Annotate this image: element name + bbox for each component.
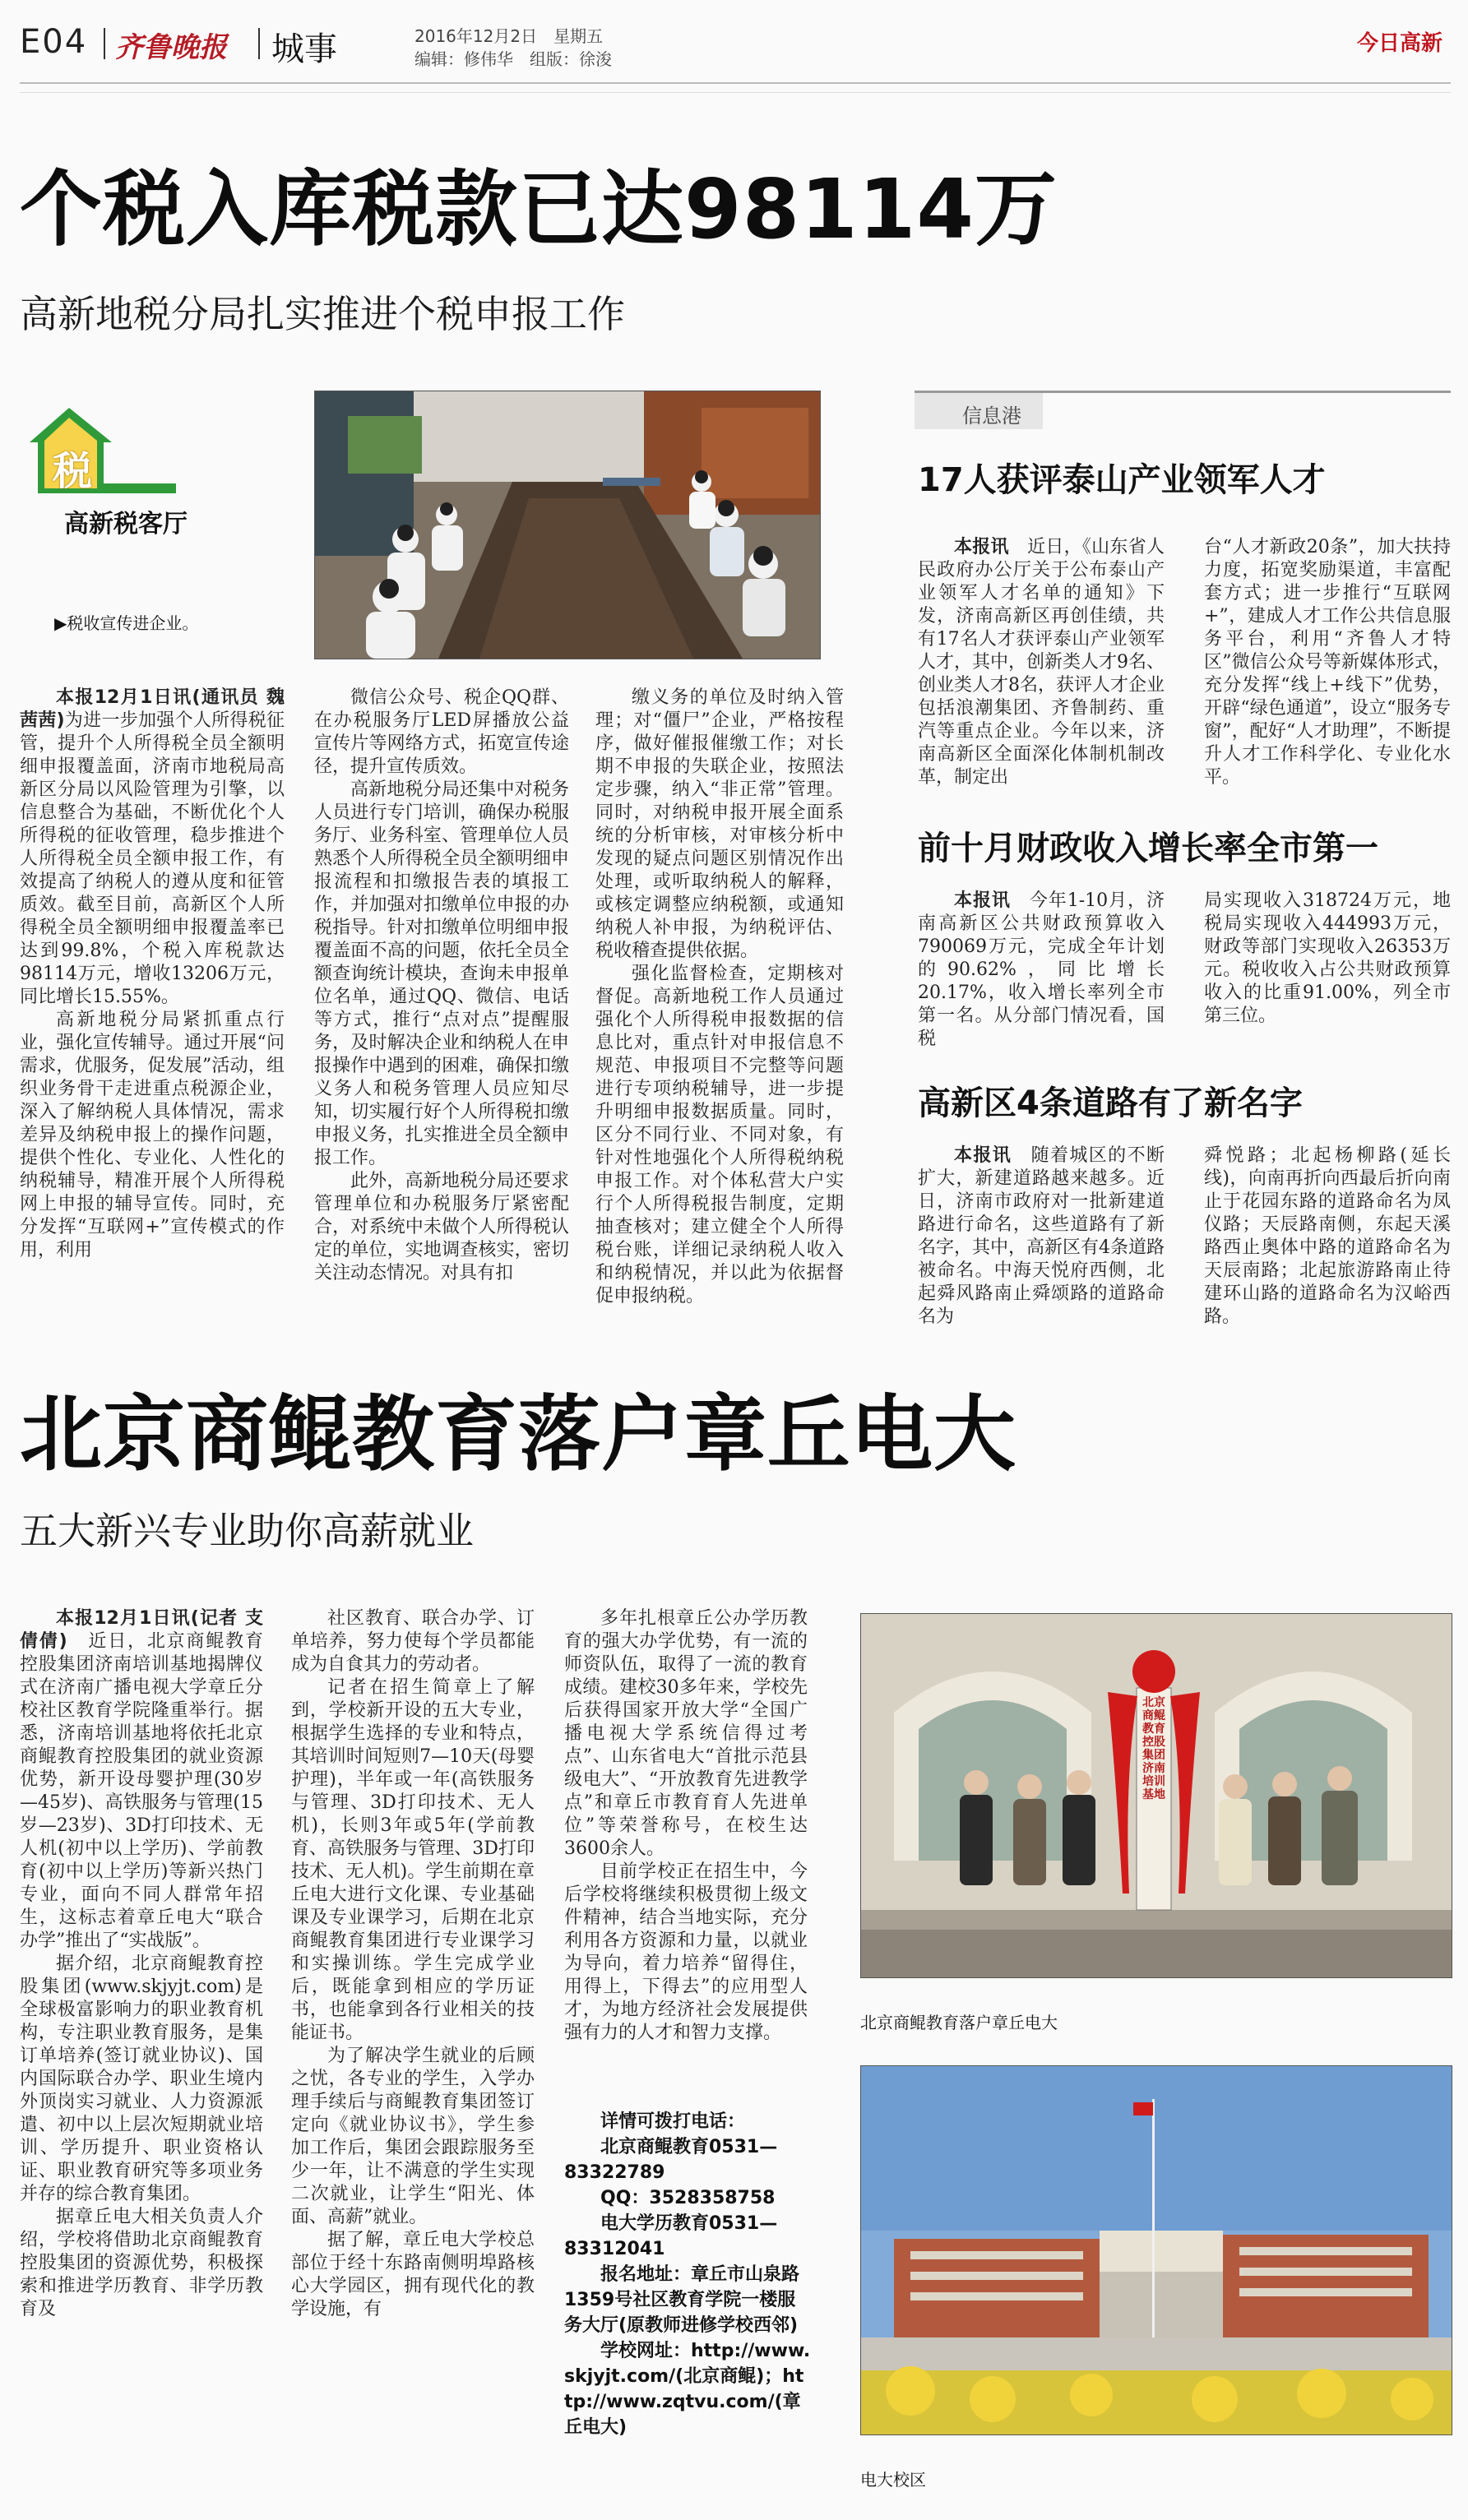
lead-headline: 个税入库税款已达98114万: [20, 161, 1058, 257]
date-line: 2016年12月2日 星期五: [414, 26, 604, 46]
contact-address: 报名地址：章丘市山泉路1359号社区教育学院一楼服务大厅(原教师进修学校西邻): [564, 2264, 800, 2336]
info-port-tab: [915, 393, 1043, 429]
campus-photo-caption: 电大校区: [860, 2470, 926, 2490]
info-item-2-left-text: 今年1-10月，济南高新区公共财政预算收入790069万元，完成全年计划的90.62%，同比增长20.17%，收入增长率列全市第一名。从分部门情况看，国税: [918, 890, 1165, 1049]
info-item-2-left: [918, 890, 1165, 1054]
info-item-2-right: [1204, 890, 1451, 1054]
lead-col3-p1: 缴义务的单位及时纳入管理；对“僵尸”企业，严格按程序，做好催报催缴工作；对长期不申报的失联企业，按照法定步骤，纳入“非正常”管理。同时，对纳税申报开展全面系统的分析审核，对审核分析中发现的疑点问题区别情况作出处理，或听取纳税人的解释，或核定调整应纳税额，或通知纳税人补申报，为纳税评估、税收稽查提供依据。: [595, 687, 844, 961]
second-col2-p1: 社区教育、联合办学、订单培养，努力使每个学员都能成为自食其力的劳动者。: [291, 1608, 535, 1675]
tax-column-logo: [21, 403, 178, 502]
second-col-2: [291, 1607, 535, 2512]
info-item-1-byline: 本报讯: [954, 537, 1009, 557]
info-item-1-right-text: 台“人才新政20条”，加大扶持力度，拓宽奖励渠道，丰富配套方式；进一步推行“互联网+”，建成人才工作公共信息服务平台，利用“齐鲁人才特区”微信公众号等新媒体形式，充分发挥“线上+线下”优势，开辟“绿色通道”，设立“服务专窗”，配好“人才助理”，不断提升人才工作科学化、专业化水平。: [1204, 537, 1451, 788]
info-item-1-right: [1204, 536, 1451, 791]
second-col2-p3: 为了解决学生就业的后顾之忧，各专业的学生，入学办理手续后与商鲲教育集团签订定向《就业协议书》，学生参加工作后，集团会跟踪服务至少一年，让不满意的学生实现二次就业，让学生“阳光、体面、高薪”就业。: [291, 2046, 535, 2227]
paper-name: 齐鲁晚报: [115, 31, 227, 64]
contact-title: 详情可拨打电话：: [600, 2111, 746, 2132]
lead-col2-p2: 高新地税分局还集中对税务人员进行专门培训，确保办税服务厅、业务科室、管理单位人员熟悉个人所得税全员全额明细申报流程和扣缴报告表的填报工作，并加强对扣缴单位申报的办税指导。针对扣缴单位明细申报覆盖面不高的问题，依托全员全额查询统计模块，查询未申报单位名单，通过QQ、微信、电话等方式，推行“点对点”提醒服务，及时解决企业和纳税人在申报操作中遇到的困难，确保扣缴义务人和税务管理人员应知尽知，切实履行好个人所得税扣缴申报义务，扎实推进全员全额申报工作。: [314, 779, 569, 1168]
contact-phone-2: 电大学历教育0531—83312041: [564, 2213, 778, 2259]
contact-qq: QQ：3528358758: [600, 2188, 776, 2208]
info-item-3-right: [1204, 1144, 1451, 1358]
second-col2-p4: 据了解，章丘电大学校总部位于经十东路南侧明埠路核心大学园区，拥有现代化的教学设施，有: [291, 2230, 535, 2319]
contact-website: 学校网址：http://www.skjyjt.com/(北京商鲲)；http://www.zqtvu.com/(章丘电大): [564, 2341, 811, 2438]
corner-tag: 今日高新: [1356, 31, 1443, 56]
lead-col2-p1: 微信公众号、税企QQ群、在办税服务厅LED屏播放公益宣传片等网络方式，拓宽宣传途径，提升宣传质效。: [314, 687, 569, 777]
second-col-1: [20, 1607, 263, 2512]
info-item-3-left: [918, 1144, 1165, 1358]
header-rule-2: [20, 92, 1451, 93]
editor-line: 编辑：修伟华 组版：徐浚: [414, 49, 612, 69]
meeting-photo: [314, 391, 821, 659]
ceremony-photo: [860, 1613, 1452, 1978]
lead-col1-p2: 高新地税分局紧抓重点行业，强化宣传辅导。通过开展“问需求，优服务，促发展”活动，组织业务骨干走进重点税源企业，深入了解纳税人具体情况，需求差异及纳税申报上的操作问题，提供个性化、专业化、人性化的纳税辅导，精准开展个人所得税网上申报的辅导宣传。同时，充分发挥“互联网+”宣传模式的作用，利用: [20, 1010, 285, 1260]
info-item-3-byline: 本报讯: [954, 1145, 1012, 1166]
second-headline: 北京商鲲教育落户章丘电大: [20, 1386, 1016, 1482]
info-item-1-left: [918, 536, 1165, 791]
lead-col2-p3: 此外，高新地税分局还要求管理单位和办税服务厅紧密配合，对系统中未做个人所得税认定的单位，实地调查核实，密切关注动态情况。对具有扣: [314, 1171, 569, 1283]
second-col3-p1: 多年扎根章丘公办学历教育的强大办学优势，有一流的师资队伍，取得了一流的教育成绩。建校30多年来，学校先后获得国家开放大学“全国广播电视大学系统信得过考点”、山东省电大“首批示范县级电大”、“开放教育先进教学点”和章丘市教育育人先进单位”等荣誉称号，在校生达3600余人。: [564, 1608, 808, 1859]
lead-byline: 本报12月1日讯(通讯员 魏茜茜): [20, 687, 285, 731]
ceremony-photo-caption: 北京商鲲教育落户章丘电大: [860, 2013, 1058, 2032]
divider-1: [104, 28, 105, 59]
lead-subhead: 高新地税分局扎实推进个税申报工作: [20, 292, 625, 336]
info-item-3-right-text: 舜悦路；北起杨柳路(延长线)，向南再折向西最后折向南止于花园东路的道路命名为凤仪路；天辰路南侧，东起天溪路西止奥体中路的道路命名为天辰南路；北起旅游路南止待建环山路的道路命名为汉峪西路。: [1204, 1145, 1451, 1327]
info-item-3-left-text: 随着城区的不断扩大，新建道路越来越多。近日，济南市政府对一批新建道路进行命名，这些道路有了新名字，其中，高新区有4条道路被命名。中海天悦府西侧，北起舜风路南止舜颂路的道路命名为: [918, 1145, 1165, 1327]
info-item-1-title: 17人获评泰山产业领军人才: [918, 461, 1326, 499]
section-name: 城事: [271, 30, 337, 68]
second-byline: 本报12月1日讯(记者 支倩倩): [20, 1608, 263, 1652]
lead-col-2: [314, 687, 569, 1373]
page-header: [20, 18, 1451, 67]
info-item-2-title: 前十月财政收入增长率全市第一: [918, 830, 1378, 867]
info-item-3-title: 高新区4条道路有了新名字: [918, 1084, 1303, 1122]
info-port-label: 信息港: [962, 405, 1021, 428]
second-col2-p2: 记者在招生简章上了解到，学校新开设的五大专业，根据学生选择的专业和特点，其培训时间短则7—10天(母婴护理)，半年或一年(高铁服务与管理、3D打印技术、无人机)，长则3年或5年(学前教育、高铁服务与管理、3D打印技术、无人机)。学生前期在章丘电大进行文化课、专业基础课及专业课学习，后期在北京商鲲教育集团进行专业课学习和实操训练。学生完成学业后，既能拿到相应的学历证书，也能拿到各行业相关的技能证书。: [291, 1677, 535, 2043]
info-item-2-byline: 本报讯: [954, 890, 1011, 911]
second-col-3: [564, 1607, 808, 2092]
column-name: 高新税客厅: [64, 510, 188, 539]
contact-phone-1: 北京商鲲教育0531—83322789: [564, 2137, 778, 2183]
lead-col1-p1: 为进一步加强个人所得税征管，提升个人所得税全员全额明细申报覆盖面，济南市地税局高新区分局以风险管理为引擎，以信息整合为基础，不断优化个人所得税的征收管理，稳步推进个人所得税全员全额申报工作，有效提高了纳税人的遵从度和征管质效。截至目前，高新区个人所得税全员全额明细申报覆盖率已达到99.8%，个税入库税款达98114万元，增收13206万元，同比增长15.55%。: [20, 710, 285, 1007]
contact-block: [564, 2109, 811, 2495]
header-rule: [20, 82, 1451, 84]
second-col1-p3: 据章丘电大相关负责人介绍，学校将借助北京商鲲教育控股集团的资源优势，积极探索和推进学历教育、非学历教育及: [20, 2207, 263, 2319]
lead-col3-p2: 强化监督检查，定期核对督促。高新地税工作人员通过强化个人所得税申报数据的信息比对，重点针对申报信息不规范、申报项目不完整等问题进行专项纳税辅导，进一步提升明细申报数据质量。同时，区分不同行业、不同对象，有针对性地强化个人所得税纳税申报工作。对个体私营大户实行个人所得税报告制度，定期抽查核对；建立健全个人所得税台账，详细记录纳税人收入和纳税情况，并以此为依据督促申报纳税。: [595, 964, 844, 1306]
second-col1-p1: 近日，北京商鲲教育控股集团济南培训基地揭牌仪式在济南广播电视大学章丘分校社区教育学院隆重举行。据悉，济南培训基地将依托北京商鲲教育控股集团的就业资源优势，新开设母婴护理(30岁—45岁)、高铁服务与管理(15岁—23岁)、3D打印技术、无人机(初中以上学历)、学前教育(初中以上学历)等新兴热门专业，面向不同人群常年招生，这标志着章丘电大“联合办学”推出了“实战版”。: [20, 1631, 263, 1951]
second-subhead: 五大新兴专业助你高薪就业: [20, 1509, 474, 1553]
house-icon: [21, 403, 178, 502]
divider-2: [258, 28, 260, 59]
lead-col-1: [20, 687, 285, 1373]
info-item-2-right-text: 局实现收入318724万元，地税局实现收入444993万元，财政等部门实现收入26353万元。税收收入占公共财政预算收入的比重91.00%，列全市第三位。: [1204, 890, 1451, 1026]
second-col3-p2: 目前学校正在招生中，今后学校将继续积极贯彻上级文件精神，结合当地实际，充分利用各方资源和力量，以就业为导向，着力培养“留得住，用得上，下得去”的应用型人才，为地方经济社会发展提供强有力的人才和智力支撑。: [564, 1861, 808, 2043]
campus-photo: [860, 2065, 1452, 2435]
second-col1-p2: 据介绍，北京商鲲教育控股集团(www.skjyjt.com)是全球极富影响力的职业教育机构，专注职业教育服务，是集订单培养(签订就业协议)、国内国际联合办学、职业生境内外顶岗实习就业、人力资源派遣、初中以上层次短期就业培训、学历提升、职业资格认证、职业教育研究等多项业务并存的综合教育集团。: [20, 1954, 263, 2204]
page-code: E04: [20, 23, 88, 61]
plaque-text: 北京商鲲教育控股集团济南培训基地: [1142, 1696, 1165, 1801]
logo-char: 税: [53, 448, 93, 494]
meeting-photo-caption: ▶税收宣传进企业。: [54, 613, 199, 633]
lead-col-3: [595, 687, 844, 1373]
info-item-1-left-text: 近日，《山东省人民政府办公厅关于公布泰山产业领军人才名单的通知》下发，济南高新区再创佳绩，共有17名人才获评泰山产业领军人才，其中，创新类人才9名、创业类人才8名，获评人才企业包括浪潮集团、齐鲁制药、重汽等重点企业。今年以来，济南高新区全面深化体制机制改革，制定出: [918, 537, 1165, 788]
